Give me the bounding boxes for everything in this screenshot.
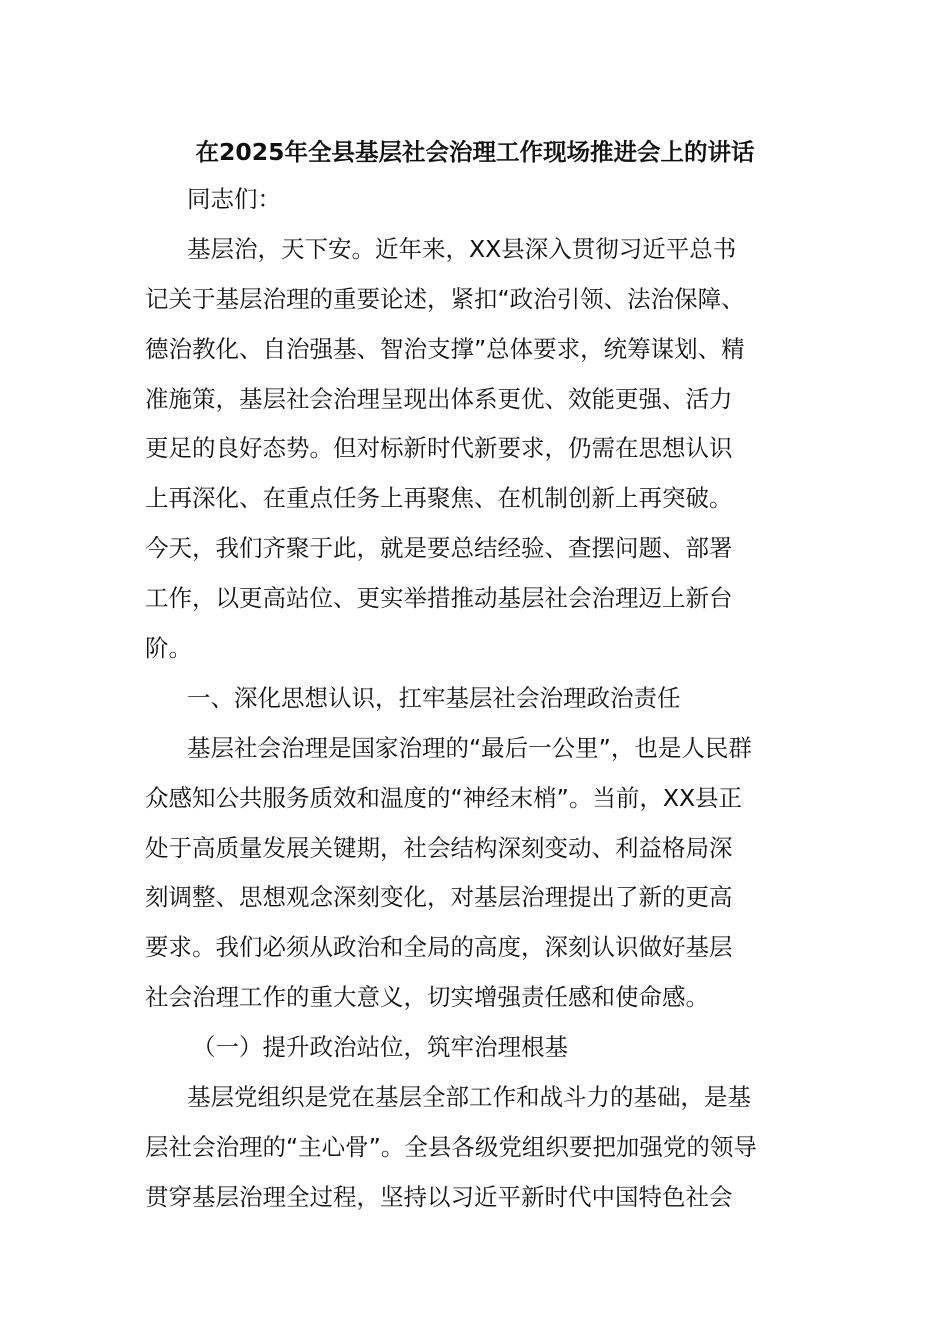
subsection-heading: （一）提升政治站位，筑牢治理根基 — [192, 1033, 568, 1062]
paragraph-line: 要求。我们必须从政治和全局的高度，深刻认识做好基层 — [145, 933, 733, 962]
document-title: 在2025年全县基层社会治理工作现场推进会上的讲话 — [195, 138, 755, 166]
paragraph-line: 工作，以更高站位、更实举措推动基层社会治理迈上新台 — [145, 584, 733, 613]
paragraph-line: 更足的良好态势。但对标新时代新要求，仍需在思想认识 — [145, 434, 733, 463]
paragraph-line: 基层社会治理是国家治理的“最后一公里”，也是人民群 — [187, 733, 752, 762]
salutation: 同志们： — [187, 185, 281, 213]
document-body — [145, 175, 805, 1223]
paragraph-line: 处于高质量发展关键期，社会结构深刻变动、利益格局深 — [145, 833, 733, 862]
paragraph-line: 贯穿基层治理全过程，坚持以习近平新时代中国特色社会 — [145, 1182, 733, 1211]
paragraph-line: 记关于基层治理的重要论述，紧扣“政治引领、法治保障、 — [145, 284, 745, 313]
paragraph-line: 今天，我们齐聚于此，就是要总结经验、查摆问题、部署 — [145, 534, 733, 563]
paragraph-line: 社会治理工作的重大意义，切实增强责任感和使命感。 — [145, 983, 709, 1012]
paragraph-line: 层社会治理的“主心骨”。全县各级党组织要把加强党的领导 — [145, 1132, 757, 1161]
paragraph-line: 基层党组织是党在基层全部工作和战斗力的基础，是基 — [187, 1083, 751, 1112]
paragraph-line: 众感知公共服务质效和温度的“神经末梢”。当前，XX县正 — [145, 783, 743, 812]
section-heading: 一、深化思想认识，扛牢基层社会治理政治责任 — [187, 683, 681, 712]
paragraph-line: 德治教化、自治强基、智治支撑”总体要求，统筹谋划、精 — [145, 334, 745, 363]
paragraph-line: 上再深化、在重点任务上再聚焦、在机制创新上再突破。 — [145, 484, 733, 513]
paragraph-line: 准施策，基层社会治理呈现出体系更优、效能更强、活力 — [145, 384, 733, 413]
paragraph-line: 基层治，天下安。近年来，XX县深入贯彻习近平总书 — [187, 234, 737, 263]
paragraph-line: 阶。 — [145, 634, 192, 663]
paragraph-line: 刻调整、思想观念深刻变化，对基层治理提出了新的更高 — [145, 883, 733, 912]
